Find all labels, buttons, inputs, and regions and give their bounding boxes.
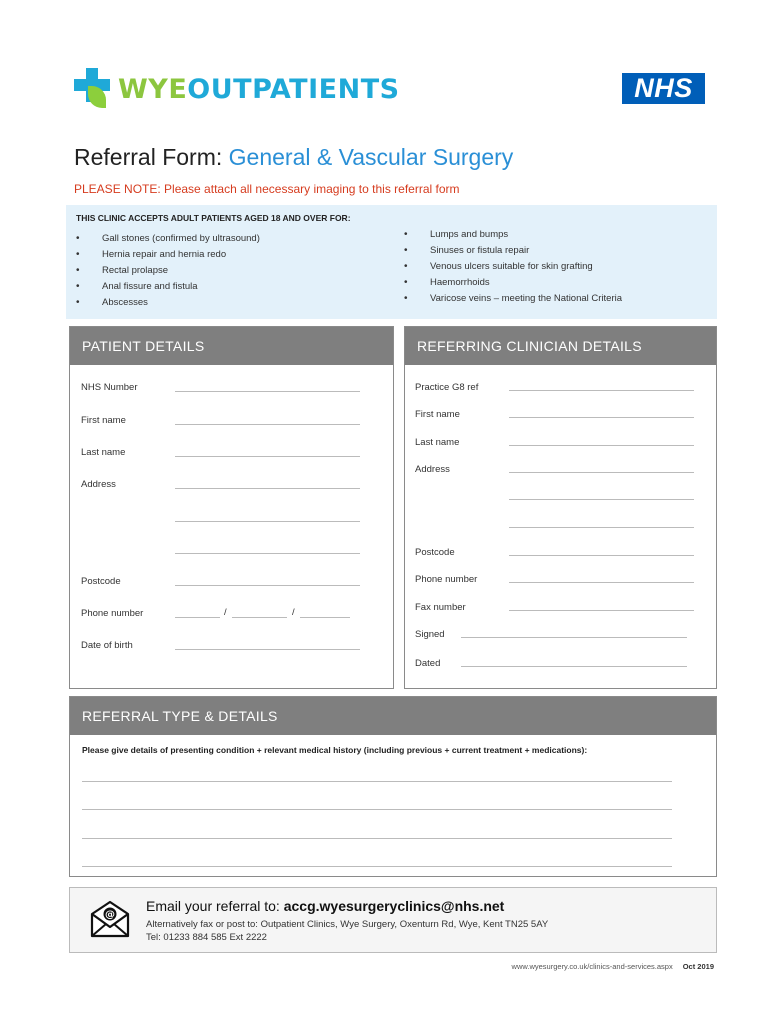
address-field-line-3[interactable]: [175, 553, 360, 554]
phone-separator: /: [292, 607, 295, 618]
list-item: • Haemorrhoids: [404, 275, 622, 291]
phone-field-part-1[interactable]: [175, 617, 220, 618]
referral-details-heading: REFERRAL TYPE & DETAILS: [70, 697, 716, 735]
page-title: [74, 144, 513, 171]
list-item: • Anal fissure and fistula: [76, 279, 260, 295]
phone-label: Phone number: [81, 608, 144, 619]
clinician-phone-label: Phone number: [415, 574, 478, 585]
email-lead: Email your referral to:: [146, 898, 284, 914]
patient-details-heading: PATIENT DETAILS: [70, 327, 393, 365]
postcode-field[interactable]: [175, 585, 360, 586]
email-referral-box: [69, 887, 717, 953]
clinician-address-line-3[interactable]: [509, 527, 694, 528]
list-item: • Gall stones (confirmed by ultrasound): [76, 231, 260, 247]
dated-label: Dated: [415, 658, 441, 669]
accepted-conditions-heading: THIS CLINIC ACCEPTS ADULT PATIENTS AGED 18 AND OVER FOR:: [76, 213, 351, 223]
list-item: • Hernia repair and hernia redo: [76, 247, 260, 263]
phone-separator: /: [224, 607, 227, 618]
clinician-phone-field[interactable]: [509, 582, 694, 583]
signature-field[interactable]: [461, 637, 687, 638]
address-label: Address: [81, 479, 116, 490]
referral-details-line-3[interactable]: [82, 838, 672, 839]
referral-prompt: Please give details of presenting condition + relevant medical history (including previous + current treatment + medications):: [82, 745, 588, 755]
conditions-list-left: [76, 231, 260, 311]
imaging-note: PLEASE NOTE: Please attach all necessary imaging to this referral form: [74, 182, 460, 196]
telephone-number: Tel: 01233 884 585 Ext 2222: [146, 932, 267, 943]
clinician-last-name-field[interactable]: [509, 445, 694, 446]
nhs-number-label: NHS Number: [81, 382, 138, 393]
svg-text:@: @: [105, 909, 115, 921]
postal-alternative: Alternatively fax or post to: Outpatient Clinics, Wye Surgery, Oxenturn Rd, Wye, Kent TN25 5AY: [146, 919, 549, 930]
first-name-label: First name: [81, 415, 126, 426]
practice-ref-field[interactable]: [509, 390, 694, 391]
fax-field[interactable]: [509, 610, 694, 611]
date-field[interactable]: [461, 666, 687, 667]
phone-field-part-3[interactable]: [300, 617, 350, 618]
referral-details-line-2[interactable]: [82, 809, 672, 810]
email-envelope-icon: [90, 900, 130, 938]
medical-cross-icon: [74, 68, 110, 110]
clinician-first-name-field[interactable]: [509, 417, 694, 418]
list-item: • Varicose veins – meeting the National Criteria: [404, 291, 622, 307]
nhs-number-field[interactable]: [175, 391, 360, 392]
clinician-details-heading: REFERRING CLINICIAN DETAILS: [405, 327, 716, 365]
list-item: • Sinuses or fistula repair: [404, 243, 622, 259]
postcode-label: Postcode: [81, 576, 121, 587]
referral-details-line-1[interactable]: [82, 781, 672, 782]
address-field-line-2[interactable]: [175, 521, 360, 522]
referral-details-line-4[interactable]: [82, 866, 672, 867]
clinician-last-name-label: Last name: [415, 437, 460, 448]
dob-field[interactable]: [175, 649, 360, 650]
patient-details-panel: [69, 326, 394, 689]
nhs-logo: NHS: [622, 73, 705, 104]
last-name-label: Last name: [81, 447, 126, 458]
email-instruction: [146, 898, 504, 914]
referral-details-panel: [69, 696, 717, 877]
footer-url[interactable]: www.wyesurgery.co.uk/clinics-and-services.aspx: [511, 962, 673, 971]
accepted-conditions-box: [66, 205, 717, 319]
practice-ref-label: Practice G8 ref: [415, 382, 479, 393]
list-item: • Abscesses: [76, 295, 260, 311]
last-name-field[interactable]: [175, 456, 360, 457]
first-name-field[interactable]: [175, 424, 360, 425]
clinician-address-label: Address: [415, 464, 450, 475]
clinician-address-line-1[interactable]: [509, 472, 694, 473]
title-specialty: General & Vascular Surgery: [228, 144, 514, 170]
clinician-address-line-2[interactable]: [509, 499, 694, 500]
fax-label: Fax number: [415, 602, 466, 613]
clinician-postcode-field[interactable]: [509, 555, 694, 556]
signed-label: Signed: [415, 629, 445, 640]
logo-wordmark: WYEOUTPATIENTS: [118, 73, 400, 105]
conditions-list-right: [404, 227, 622, 307]
clinician-details-panel: [404, 326, 717, 689]
clinician-postcode-label: Postcode: [415, 547, 455, 558]
phone-field-part-2[interactable]: [232, 617, 287, 618]
page-footer: [512, 962, 714, 971]
clinician-first-name-label: First name: [415, 409, 460, 420]
wyeoutpatients-logo: [74, 66, 400, 112]
footer-date: Oct 2019: [682, 962, 714, 971]
list-item: • Rectal prolapse: [76, 263, 260, 279]
email-address-link[interactable]: accg.wyesurgeryclinics@nhs.net: [283, 898, 505, 914]
list-item: • Lumps and bumps: [404, 227, 622, 243]
list-item: • Venous ulcers suitable for skin grafting: [404, 259, 622, 275]
dob-label: Date of birth: [81, 640, 133, 651]
address-field-line-1[interactable]: [175, 488, 360, 489]
title-prefix: Referral Form:: [74, 144, 229, 170]
